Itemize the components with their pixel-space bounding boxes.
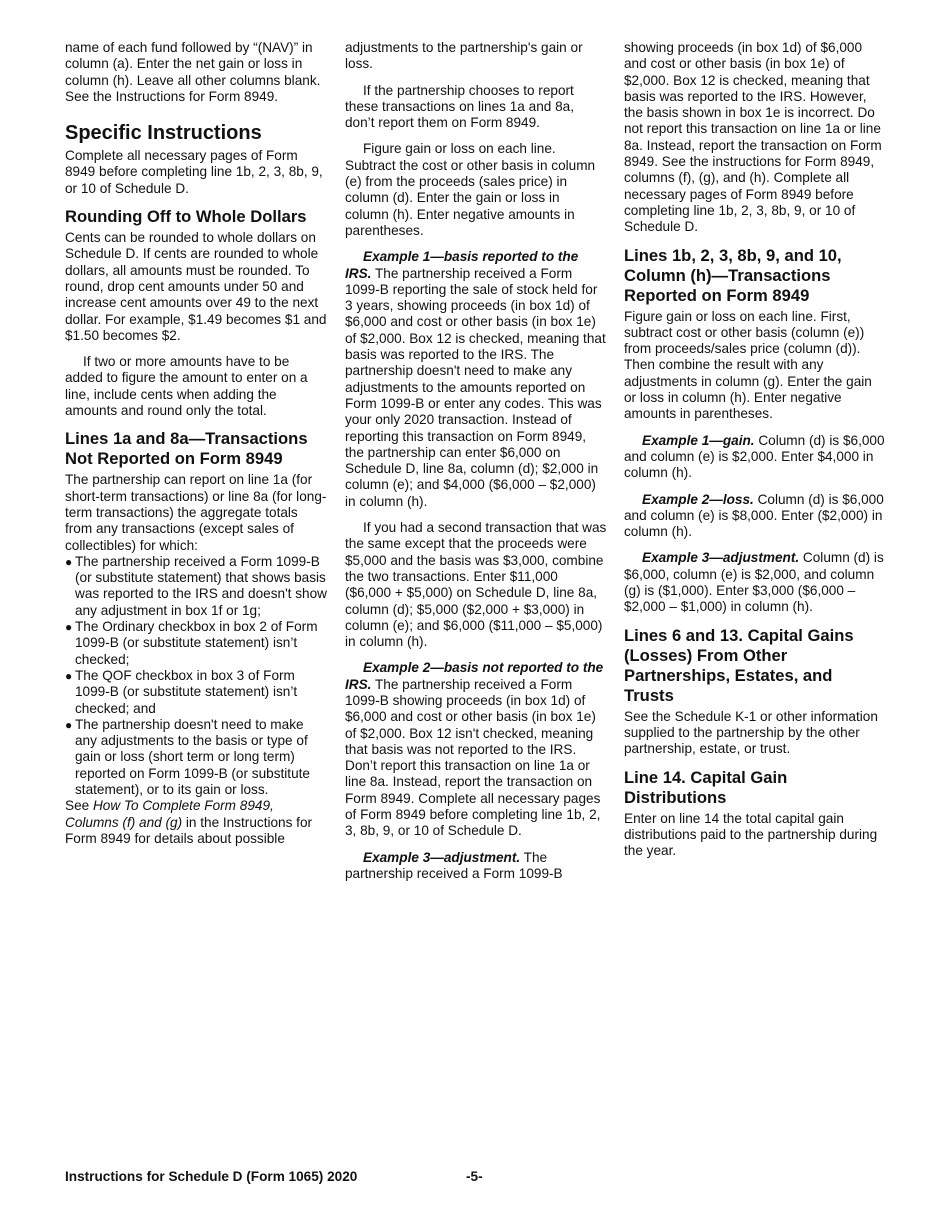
example-title: Example 3—adjustment. — [642, 550, 800, 566]
example-title: Example 2—loss. — [642, 491, 754, 507]
heading-rounding: Rounding Off to Whole Dollars — [65, 207, 307, 227]
paragraph: If the partnership chooses to report these transactions on lines 1a and 8a, don’t report them on Form 8949. — [345, 82, 574, 131]
paragraph: Figure gain or loss on each line. First, subtract cost or other basis (column (e)) from proceeds/sales price (column (d)). Then combine the result with any adjustments in column (g). Enter the gain or loss in column (h). Enter negative amounts in parentheses. — [624, 308, 872, 422]
footer-title: Instructions for Schedule D (Form 1065) 2020 — [65, 1169, 358, 1184]
paragraph: The partnership can report on line 1a (for short-term transactions) or line 8a (for long-term transactions) the aggregate totals from any transactions (except sales of collectibles) for which: — [65, 472, 327, 553]
bullet-icon: ● — [65, 554, 73, 569]
paragraph: showing proceeds (in box 1d) of $6,000 and cost or other basis (in box 1e) of $2,000. Box 12 is checked, meaning that basis was reported to the IRS. However, the basis shown in box 1e is incorrect. Do not report this transaction on line 1a or line 8a. Instead, report the transaction on Form 8949. See the instructions for Form 8949, columns (f), (g), and (h). Complete all necessary pages of Form 8949 before completing line 1b, 2, 3, 8b, 9, or 10 of Schedule D. — [624, 40, 882, 235]
column-2 — [345, 40, 607, 892]
page-number: -5- — [466, 1169, 483, 1184]
paragraph: If two or more amounts have to be added to figure the amount to enter on a line, include cents when adding the amounts and round only the total. — [65, 354, 308, 419]
paragraph: Figure gain or loss on each line. Subtract the cost or other basis in column (e) from the proceeds (sales price) in column (d). Enter the gain or loss in column (h). Enter negative amounts in parentheses. — [345, 141, 596, 238]
paragraph: name of each fund followed by “(NAV)” in column (a). Enter the net gain or loss in column (h). Leave all other columns blank. See the Instructions for Form 8949. — [65, 40, 321, 104]
heading-lines-1b: Lines 1b, 2, 3, 8b, 9, and 10, Column (h)—Transactions Reported on Form 8949 — [624, 245, 842, 305]
bullet-item: ● The partnership received a Form 1099-B (or substitute statement) that shows basis was reported to the IRS and doesn't show any adjustment in box 1f or 1g; — [65, 553, 327, 618]
example-2-paragraph: Example 2—basis not reported to the IRS. The partnership received a Form 1099-B showing proceeds (in box 1d) of $6,000 and cost or other basis (in box 1e) of $2,000. Box 12 isn't checked, meaning that basis was not reported to the IRS. Don’t report this transaction on line 1a or line 8a. Instead, report the transaction on Form 8949. Complete all necessary pages of Form 8949 before completing line 1b, 2, 3, 8b, 9, or 10 of Schedule D. — [345, 660, 604, 839]
example-title: Example 2—basis not reported to the IRS. — [345, 660, 604, 692]
bullet-item: ● The QOF checkbox in box 3 of Form 1099-B (or substitute statement) isn’t checked; and — [65, 667, 298, 716]
paragraph: adjustments to the partnership's gain or loss. — [345, 40, 583, 72]
bullet-item: ● The partnership doesn't need to make any adjustments to the basis or type of gain or loss (short term or long term) reported on Form 1099-B (or substitute statement), or to its gain or loss. — [65, 716, 310, 797]
heading-lines-6-13: Lines 6 and 13. Capital Gains (Losses) From Other Partnerships, Estates, and Trusts — [624, 625, 854, 705]
example-title: Example 1—gain. — [642, 432, 755, 448]
paragraph: See the Schedule K-1 or other information supplied to the partnership by the other partnership, estate, or trust. — [624, 708, 878, 757]
see-reference-paragraph: See How To Complete Form 8949, Columns (f) and (g) in the Instructions for Form 8949 for details about possible — [65, 798, 313, 846]
example-1-paragraph: Example 1—basis reported to the IRS. The partnership received a Form 1099-B reporting the sale of stock held for 3 years, showing proceeds (in box 1d) of $6,000 and cost or other basis (in box 1e) of $2,000. Box 12 is checked, meaning that basis was reported to the IRS. The partnership doesn't need to make any adjustments to the amounts reported on Form 1099-B or enter any codes. This was your only 2020 transaction. Instead of reporting this transaction on Form 8949, the partnership can enter $6,000 on Schedule D, line 8a, column (d); $2,000 in column (e); and $4,000 ($6,000 – $2,000) in column (h). — [345, 249, 606, 509]
heading-line-14: Line 14. Capital Gain Distributions — [624, 767, 788, 807]
column-3 — [624, 40, 886, 869]
see-reference-title: How To Complete Form 8949, Columns (f) and (g) — [65, 798, 274, 830]
example-title: Example 1—basis reported to the IRS. — [345, 249, 579, 281]
heading-specific-instructions: Specific Instructions — [65, 122, 262, 145]
example-title: Example 3—adjustment. — [363, 849, 521, 865]
example-2-paragraph: Example 2—loss. Column (d) is $6,000 and column (e) is $8,000. Enter ($2,000) in column (h). — [624, 491, 884, 540]
bullet-icon: ● — [65, 620, 73, 635]
paragraph: Cents can be rounded to whole dollars on Schedule D. If cents are rounded to whole dollars, all amounts must be rounded. To round, drop cent amounts under 50 and increase cent amounts over 49 to the next dollar. For example, $1.49 becomes $1 and $1.50 becomes $2. — [65, 230, 327, 343]
bullet-icon: ● — [65, 717, 73, 732]
bullet-item: ● The Ordinary checkbox in box 2 of Form 1099-B (or substitute statement) isn’t checked; — [65, 619, 318, 667]
column-1 — [65, 40, 328, 847]
example-1-paragraph: Example 1—gain. Column (d) is $6,000 and column (e) is $2,000. Enter $4,000 in column (h). — [624, 432, 885, 481]
bullet-icon: ● — [65, 668, 73, 683]
example-3-paragraph: Example 3—adjustment. The partnership received a Form 1099-B — [345, 849, 563, 881]
heading-lines-1a-8a: Lines 1a and 8a—Transactions Not Reported on Form 8949 — [65, 429, 308, 469]
paragraph: Enter on line 14 the total capital gain distributions paid to the partnership during the year. — [624, 810, 878, 859]
example-3-paragraph: Example 3—adjustment. Column (d) is $6,000, column (e) is $2,000, and column (g) is ($1,000). Enter $3,000 ($6,000 – $2,000 – $1,000) in column (h). — [624, 550, 884, 615]
paragraph: Complete all necessary pages of Form 8949 before completing line 1b, 2, 3, 8b, 9, or 10 of Schedule D. — [65, 148, 323, 196]
paragraph: If you had a second transaction that was the same except that the proceeds were $5,000 and the basis was $3,000, combine the two transactions. Enter $11,000 ($6,000 + $5,000) on Schedule D, line 8a, column (d); $5,000 ($2,000 + $3,000) in column (e); and $6,000 ($11,000 – $5,000) in column (h). — [345, 520, 607, 650]
